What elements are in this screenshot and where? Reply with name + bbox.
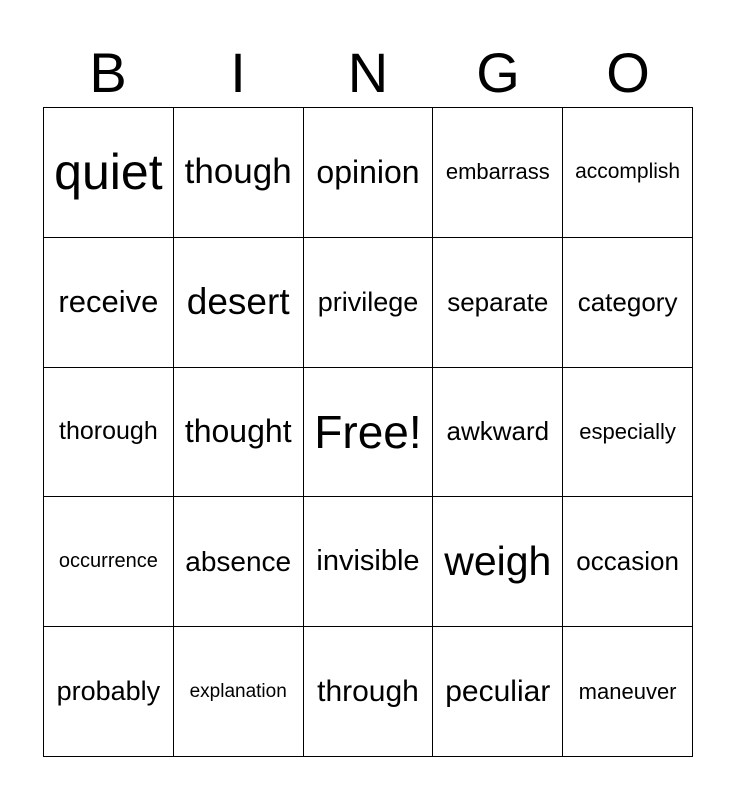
header-letter-g: G	[476, 41, 520, 104]
free-space-cell[interactable]	[304, 368, 434, 498]
cell-word: awkward	[446, 416, 550, 447]
bingo-cell[interactable]	[44, 627, 174, 757]
cell-word: maneuver	[578, 678, 677, 704]
cell-word: probably	[56, 676, 161, 707]
bingo-cell[interactable]	[304, 238, 434, 368]
bingo-cell[interactable]	[174, 238, 304, 368]
bingo-cell[interactable]	[304, 497, 434, 627]
cell-word: occasion	[576, 546, 679, 577]
cell-word: accomplish	[575, 160, 681, 184]
cell-word: thought	[184, 413, 292, 450]
cell-word: though	[184, 152, 292, 192]
bingo-cell[interactable]	[433, 108, 563, 238]
cell-word: invisible	[316, 545, 420, 578]
cell-word: thorough	[59, 417, 158, 446]
bingo-cell[interactable]	[174, 627, 304, 757]
cell-word: especially	[579, 418, 676, 444]
bingo-cell[interactable]	[304, 108, 434, 238]
cell-word: quiet	[54, 144, 163, 201]
free-space-label: Free!	[314, 405, 422, 458]
bingo-cell[interactable]	[563, 238, 693, 368]
cell-word: explanation	[189, 680, 287, 702]
cell-word: through	[317, 674, 419, 708]
bingo-cell[interactable]	[433, 238, 563, 368]
cell-word: opinion	[316, 153, 420, 190]
cell-word: occurrence	[58, 550, 158, 573]
cell-word: embarrass	[445, 159, 550, 185]
header-letter-n: N	[347, 41, 389, 104]
bingo-cell[interactable]	[44, 368, 174, 498]
cell-word: absence	[185, 545, 292, 577]
bingo-cell[interactable]	[433, 368, 563, 498]
cell-word: weigh	[444, 538, 552, 585]
bingo-cell[interactable]	[44, 108, 174, 238]
cell-word: desert	[186, 281, 290, 323]
bingo-cell[interactable]	[44, 497, 174, 627]
bingo-cell[interactable]	[304, 627, 434, 757]
cell-word: category	[577, 286, 678, 317]
bingo-cell[interactable]	[433, 497, 563, 627]
bingo-board	[43, 107, 693, 757]
bingo-cell[interactable]	[433, 627, 563, 757]
bingo-cell[interactable]	[563, 627, 693, 757]
header-letter-i: I	[230, 41, 246, 104]
bingo-cell[interactable]	[174, 108, 304, 238]
header-letter-b: B	[89, 41, 127, 104]
bingo-cell[interactable]	[44, 238, 174, 368]
header-letter-o: O	[606, 41, 650, 104]
cell-word: separate	[447, 286, 549, 317]
bingo-cell[interactable]	[563, 108, 693, 238]
cell-word: receive	[58, 284, 159, 320]
cell-word: privilege	[317, 286, 419, 317]
cell-word: peculiar	[445, 674, 551, 708]
bingo-header	[43, 40, 693, 106]
bingo-cell[interactable]	[174, 368, 304, 498]
bingo-cell[interactable]	[174, 497, 304, 627]
bingo-cell[interactable]	[563, 497, 693, 627]
bingo-cell[interactable]	[563, 368, 693, 498]
